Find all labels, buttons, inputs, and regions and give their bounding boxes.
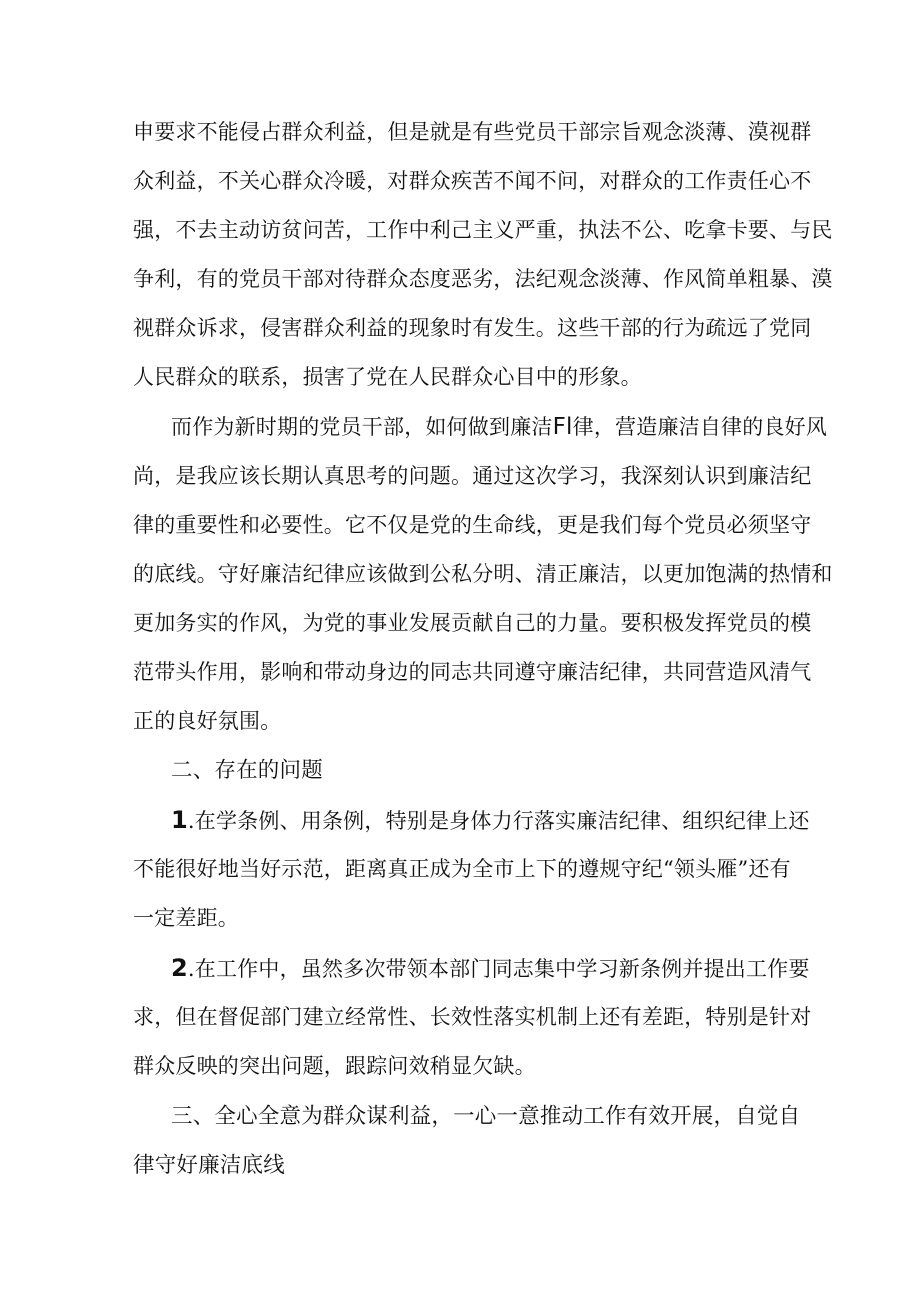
item-2-line-1-text: .在工作中，虽然多次带领本部门同志集中学习新条例并提出工作要 [187,957,810,981]
paragraph-1-line-3: 强，不去主动访贫问苦，工作中利己主义严重，执法不公、吃拿卡要、与民 [133,218,833,242]
paragraph-1-line-2: 众利益，不关心群众冷暖，对群众疾苦不闻不问，对群众的工作责任心不 [133,169,812,193]
item-1-line-3: 一定差距。 [133,906,239,930]
paragraph-2-line-4: 的底线。守好廉洁纪律应该做到公私分明、清正廉洁，以更加饱满的热情和 [133,562,833,586]
paragraph-2-line-3: 律的重要性和必要性。它不仅是党的生命线，更是我们每个党员必须坚守 [133,513,812,537]
paragraph-1-line-1: 申要求不能侵占群众利益，但是就是有些党员干部宗旨观念淡薄、漠视群 [133,120,812,144]
item-2-line-2: 求，但在督促部门建立经常性、长效性落实机制上还有差距，特别是针对 [133,1005,812,1029]
paragraph-1-line-6: 人民群众的联系，损害了党在人民群众心目中的形象。 [133,365,642,389]
item-2-line-1 [171,953,831,984]
item-1-line-1 [171,805,831,836]
paragraph-2-line-1-latin: Fl [552,414,573,440]
paragraph-1-line-5: 视群众诉求，侵害群众利益的现象时有发生。这些干部的行为疏远了党同 [133,316,812,340]
item-1-line-2: 不能很好地当好示范，距离真正成为全市上下的遵规守纪“领头雁”还有 [133,857,791,881]
paragraph-2-line-6: 范带头作用，影响和带动身边的同志共同遵守廉洁纪律，共同营造风清气 [133,660,812,684]
paragraph-1-line-4: 争利，有的党员干部对待群众态度恶劣，法纪观念淡薄、作风简单粗暴、漠 [133,267,833,291]
item-1-number: 1 [171,806,188,834]
paragraph-2-line-2: 尚，是我应该长期认真思考的问题。通过这次学习，我深刻认识到廉洁纪 [133,464,812,488]
paragraph-2-line-1-pre: 而作为新时期的党员干部，如何做到廉洁 [171,415,553,439]
paragraph-2-line-1-post: 律，营造廉洁自律的良好风 [572,415,828,439]
section-3-heading-line-1: 三、全心全意为群众谋利益，一心一意推动工作有效开展，自觉自 [171,1104,801,1129]
section-2-heading: 二、存在的问题 [171,758,323,783]
paragraph-2-line-7: 正的良好氛围。 [133,709,282,733]
item-2-line-3: 群众反映的突出问题，跟踪问效稍显欠缺。 [133,1054,536,1078]
item-1-line-1-text: .在学条例、用条例，特别是身体力行落实廉洁纪律、组织纪律上还 [187,809,810,833]
section-3-heading-line-2: 律守好廉洁底线 [133,1153,285,1178]
paragraph-2-line-1 [171,412,831,442]
item-2-number: 2 [171,954,188,982]
paragraph-2-line-5: 更加务实的作风，为党的事业发展贡献自己的力量。要积极发挥党员的模 [133,611,812,635]
